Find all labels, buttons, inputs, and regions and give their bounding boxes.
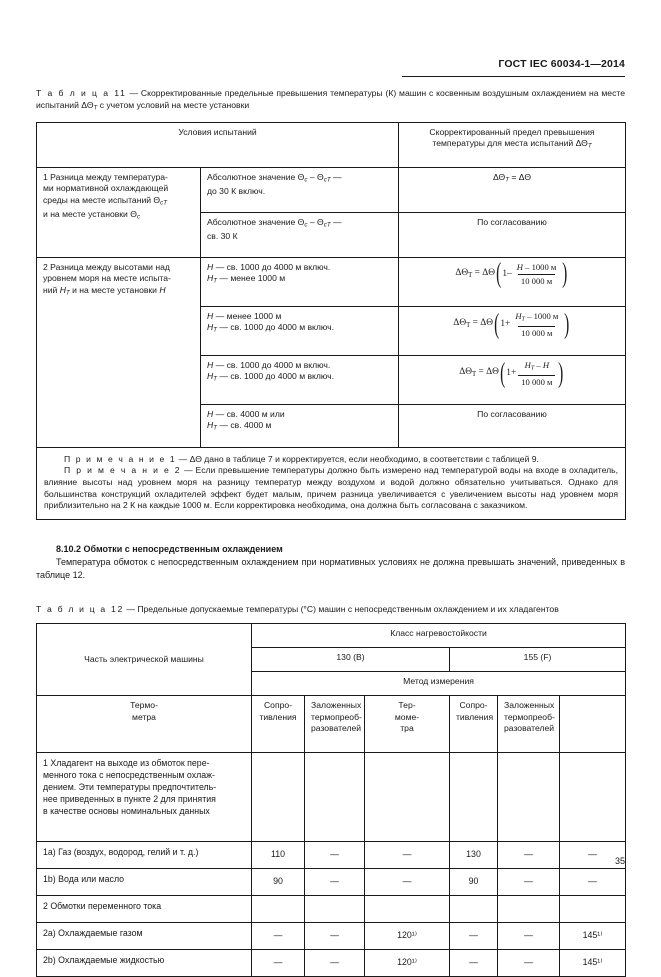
table12-cell: — [305, 950, 365, 977]
table12-cell [252, 896, 305, 923]
table12-header-row-4 [37, 696, 626, 753]
table12-cell: 130 [450, 842, 498, 869]
table12-header-method-130-embedded: Заложенных термопреоб- разователей [305, 696, 365, 753]
table11-condition-2d: H — св. 4000 м или $H_T$ — св. 4000 м [201, 404, 399, 447]
table12-header-method-130-thermometer: Термо- метра [37, 696, 252, 753]
table12-row [37, 753, 626, 842]
paren-open-icon: ( [494, 308, 500, 340]
table12-header-method-130-resistance: Сопро- тивления [252, 696, 305, 753]
table12-row [37, 923, 626, 950]
table12-row-label: 2a) Охлаждаемые газом [37, 923, 252, 950]
table12-row [37, 896, 626, 923]
header-rule [402, 76, 625, 77]
table12-cell: 145¹⁾ [560, 950, 626, 977]
table12-cell: — [560, 842, 626, 869]
table12-header-part: Часть электрической машины [37, 624, 252, 696]
table12-cell: 90 [450, 869, 498, 896]
table11-caption [36, 88, 625, 114]
table11-formula-2c: $\Delta\Theta_T = \Delta\Theta$ ( 1+ $\frac{H_T - H}{10 000 м}$ ) [399, 355, 626, 404]
table12-cell: — [252, 950, 305, 977]
table11-condition-1b: Абсолютное значение $\Theta_c - \Theta_{cT}$ — св. 30 К [201, 212, 399, 257]
paren-close-icon: ) [564, 308, 570, 340]
table12-cell [498, 896, 560, 923]
table12-cell: 120¹⁾ [365, 950, 450, 977]
table12-cell: — [560, 869, 626, 896]
table11 [36, 122, 626, 520]
table12-row [37, 842, 626, 869]
table12-cell: 90 [252, 869, 305, 896]
table11-caption-label: Т а б л и ц а 11 [36, 88, 127, 98]
table12-cell: 145¹⁾ [560, 923, 626, 950]
table12-header-class-155: 155 (F) [450, 648, 626, 672]
table12-header-row-1 [37, 624, 626, 648]
paren-close-icon: ) [558, 357, 564, 389]
table12-cell [560, 896, 626, 923]
table12-cell: — [305, 869, 365, 896]
table12-cell: — [305, 842, 365, 869]
table12-cell: — [305, 923, 365, 950]
table11-formula-2a: $\Delta\Theta_T = \Delta\Theta$ ( 1– $\frac{H - 1000 м}{10 000 м}$ ) [399, 257, 626, 306]
table12-caption-text: — Предельные допускаемые температуры (°С) машин с непосредственным охлаждением и их хладагентов [123, 603, 559, 614]
table12-cell [365, 753, 450, 842]
paren-open-icon: ( [500, 357, 506, 389]
table11-notes-row [37, 447, 626, 519]
table12-cell [560, 753, 626, 842]
table12-cell: — [365, 869, 450, 896]
table12-header-method-155-resistance: Сопро- тивления [450, 696, 498, 753]
table11-condition-2a: H — св. 1000 до 4000 м включ. $H_T$ — менее 1000 м [201, 257, 399, 306]
table12-cell: — [450, 950, 498, 977]
table11-result-2d: По согласованию [399, 404, 626, 447]
paren-close-icon: ) [562, 258, 568, 290]
table12-row-label: 1 Хладагент на выходе из обмоток пере- менного тока с непосредственным охлаж- дением. Эти температуры предпочтитель- нее приведенных в пункте 2 для принятия в качестве основы номинальных данных [37, 753, 252, 842]
table12-caption-label: Т а б л и ц а 12 [36, 603, 124, 614]
table12-cell [305, 896, 365, 923]
table12-cell: 110 [252, 842, 305, 869]
table12-cell: — [450, 923, 498, 950]
table11-group2-label: 2 Разница между высотами над уровнем моря на месте испыта- ний $H_T$ и на месте установки H [37, 257, 201, 447]
table12-row-label: 2 Обмотки переменного тока [37, 896, 252, 923]
table12 [36, 623, 626, 977]
table11-result-1a: $\Delta\Theta_T = \Delta\Theta$ [399, 167, 626, 212]
table12-cell [450, 896, 498, 923]
table12-cell [252, 753, 305, 842]
table12-cell: — [498, 923, 560, 950]
table11-header-corrected-limit: Скорректированный предел превышения температуры для места испытаний $\Delta\Theta_T$ [399, 122, 626, 167]
table11-note-2: П р и м е ч а н и е 2 — Если превышение температуры должно быть измерено над температурой воды на входе в охладитель, влияние высоты над уровнем моря на разницу температур между воздухом и водой должно обязательно учитываться. Однако для большинства конструкций охладителей эффект будет малым, причем разница увеличивается с увеличением высоты над уровнем моря приблизительно на 2 К на каждые 1000 м. Если корректировка необходима, она должна быть согласована с заказчиком. [44, 465, 618, 511]
table11-caption-text: — Скорректированные предельные превышения температуры (К) машин с косвенным воздушным охлаждением на месте испытаний $\Delta\Theta_T$ с учетом условий на месте установки [36, 88, 625, 112]
page-content [36, 88, 625, 977]
table12-row-label: 1a) Газ (воздух, водород, гелий и т. д.) [37, 842, 252, 869]
table12-cell [305, 753, 365, 842]
table11-header-row [37, 122, 626, 167]
document-standard-header: ГОСТ IEC 60034-1—2014 [498, 58, 625, 70]
table11-result-1b: По согласованию [399, 212, 626, 257]
table12-row-label: 2b) Охлаждаемые жидкостью [37, 950, 252, 977]
table11-condition-2c: H — св. 1000 до 4000 м включ. $H_T$ — св. 1000 до 4000 м включ. [201, 355, 399, 404]
table12-header-method-155-embedded: Заложенных термопреоб- разователей [498, 696, 560, 753]
table11-header-conditions: Условия испытаний [37, 122, 399, 167]
table11-row [37, 167, 626, 212]
table12-cell [450, 753, 498, 842]
table12-header-thermal-class: Класс нагревостойкости [252, 624, 626, 648]
table11-condition-2b: H — менее 1000 м $H_T$ — св. 1000 до 4000 м включ. [201, 306, 399, 355]
table12-cell: — [498, 869, 560, 896]
table12-cell [498, 753, 560, 842]
table12-cell: — [365, 842, 450, 869]
table12-cell [365, 896, 450, 923]
table11-notes [37, 447, 626, 519]
table12-cell: 120¹⁾ [365, 923, 450, 950]
table12-header-method: Метод измерения [252, 672, 626, 696]
table11-condition-1a: Абсолютное значение $\Theta_c - \Theta_{cT}$ — до 30 К включ. [201, 167, 399, 212]
table11-formula-2b: $\Delta\Theta_T = \Delta\Theta$ ( 1+ $\frac{H_T - 1000 м}{10 000 м}$ ) [399, 306, 626, 355]
table12-cell: — [498, 950, 560, 977]
table12-row [37, 869, 626, 896]
table12-header-method-155-thermometer: Тер- моме- тра [365, 696, 450, 753]
section-heading-8-10-2: 8.10.2 Обмотки с непосредственным охлаждением [56, 543, 283, 554]
table12-cell: — [498, 842, 560, 869]
table12-cell: — [252, 923, 305, 950]
section-paragraph: Температура обмоток с непосредственным охлаждением при нормативных условиях не должна превышать значений, приведенных в таблице 12. [36, 556, 625, 580]
table12-header-class-130: 130 (B) [252, 648, 450, 672]
table11-group1-label: 1 Разница между температура- ми нормативной охлаждающей среды на месте испытаний $\Theta_{cT}$ и на месте установки $\Theta_c$ [37, 167, 201, 257]
table11-row [37, 257, 626, 306]
page-number: 35 [614, 856, 625, 866]
table12-row-label: 1b) Вода или масло [37, 869, 252, 896]
table12-caption [36, 604, 625, 616]
table11-note-1: П р и м е ч а н и е 1 — ΔΘ дано в таблице 7 и корректируется, если необходимо, в соответствии с таблицей 9. [64, 453, 539, 464]
paren-open-icon: ( [496, 258, 502, 290]
table12-row [37, 950, 626, 977]
